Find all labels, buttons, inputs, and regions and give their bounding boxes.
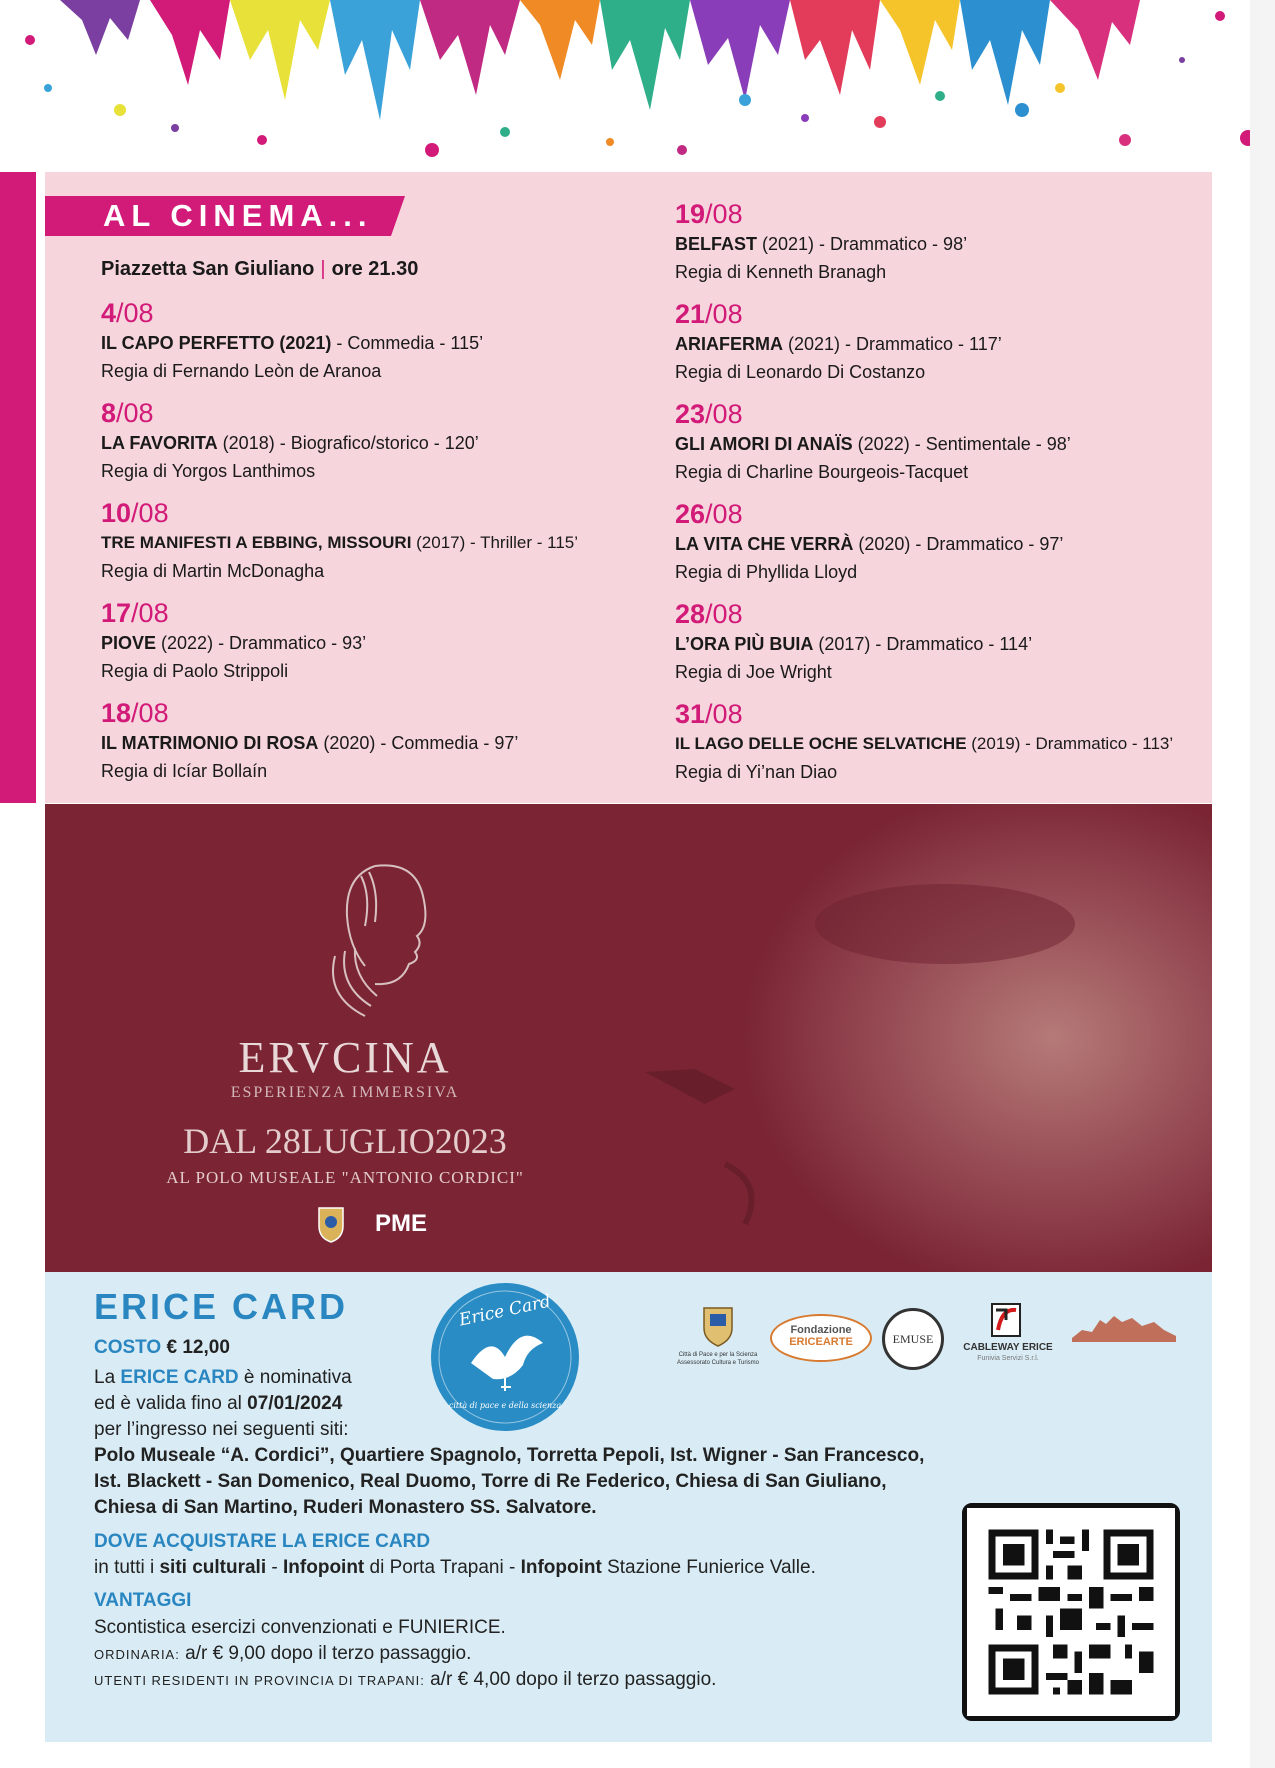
film-title-line: LA VITA CHE VERRÀ (2020) - Drammatico - 97’ [675,534,1064,554]
cableway-label: CABLEWAY ERICE [963,1342,1053,1353]
buy-text: in tutti i siti culturali - Infopoint di Porta Trapani - Infopoint Stazione Funierice Valle. [94,1557,816,1578]
film-title-line: L’ORA PIÙ BUIA (2017) - Drammatico - 114’ [675,634,1033,654]
cost-value: € 12,00 [166,1337,230,1358]
card-sites-2: Ist. Blackett - San Domenico, Real Duomo, Torre di Re Federico, Chiesa di San Giuliano, [94,1471,887,1492]
page-edge [1250,0,1275,1768]
film-date: 18/08 [101,698,169,728]
city-crest-icon [315,1204,347,1244]
film-title-line: BELFAST (2021) - Drammatico - 98’ [675,234,968,254]
film-date: 19/08 [675,199,743,229]
polo-museale-logo [375,1204,428,1244]
advantages-line-1: Scontistica esercizi convenzionati e FUNIERICE. [94,1617,506,1638]
venue-time: ore 21.30 [331,258,419,280]
film-date: 10/08 [101,498,169,528]
film-title-line: IL LAGO DELLE OCHE SELVATICHE (2019) - Drammatico - 113’ [675,734,1174,753]
film-title-line: LA FAVORITA (2018) - Biografico/storico - 120’ [101,433,479,453]
cableway-sublabel: Funivia Servizi S.r.l. [977,1355,1039,1362]
cost-label: COSTO [94,1337,162,1358]
ervcina-place: AL POLO MUSEALE "ANTONIO CORDICI" [166,1168,524,1187]
film-list-right [675,198,1215,798]
ericearte-label: ERICEARTE [789,1336,853,1348]
film-entry [101,397,641,497]
paint-splatter-header [0,0,1275,165]
ervcina-banner [45,804,1212,1272]
film-entry [101,597,641,697]
cableway-icon [990,1302,1022,1338]
qr-code[interactable] [962,1503,1180,1721]
city-caption-2: Assessorato Cultura e Turismo [676,1360,760,1366]
film-director: Regia di Kenneth Branagh [675,262,887,282]
venue-separator: | [320,258,326,280]
polo-museale-logo-text: PME [375,1210,428,1237]
fondazione-label: Fondazione [790,1324,852,1336]
advantages-title: VANTAGGI [94,1590,192,1611]
ervcina-subtitle: ESPERIENZA IMMERSIVA [230,1084,460,1101]
film-title-line: IL CAPO PERFETTO (2021) - Commedia - 115’ [101,333,484,353]
card-sites-3: Chiesa di San Martino, Ruderi Monastero SS. Salvatore. [94,1497,597,1518]
film-title-line: PIOVE (2022) - Drammatico - 93’ [101,633,367,653]
ervcina-profile-logo [305,856,445,1026]
film-director: Regia di Yorgos Lanthimos [101,461,316,481]
film-date: 23/08 [675,399,743,429]
advantages-line-2: ORDINARIA: a/r € 9,00 dopo il terzo passaggio. [94,1643,472,1664]
film-director: Regia di Paolo Strippoli [101,661,289,681]
film-entry [675,698,1215,798]
film-date: 21/08 [675,299,743,329]
card-line-2: ed è valida fino al 07/01/2024 [94,1393,343,1414]
film-list-left [101,297,641,797]
card-cost [94,1335,230,1361]
castle-skyline-icon [1072,1310,1176,1342]
fondazione-ericearte-logo [770,1314,872,1362]
film-director: Regia di Martin McDonagha [101,561,325,581]
film-date: 4/08 [101,298,154,328]
film-entry [675,598,1215,698]
ervcina-title: ERVCINA [238,1033,452,1082]
film-entry [675,198,1215,298]
film-director: Regia di Phyllida Lloyd [675,562,858,582]
film-director: Regia di Leonardo Di Costanzo [675,362,926,382]
film-director: Regia di Fernando Leòn de Aranoa [101,361,382,381]
film-date: 8/08 [101,398,154,428]
film-title-line: GLI AMORI DI ANAÏS (2022) - Sentimentale - 98’ [675,434,1071,454]
film-director: Regia di Joe Wright [675,662,832,682]
film-director: Regia di Icíar Bollaín [101,761,268,781]
musei-logo [882,1308,944,1370]
badge-title: Erice Card [457,1291,553,1331]
buy-title: DOVE ACQUISTARE LA ERICE CARD [94,1531,431,1552]
ervcina-date: DAL 28LUGLIO2023 [183,1121,507,1161]
musei-label: EMUSE [892,1332,934,1346]
film-title-line: ARIAFERMA (2021) - Drammatico - 117’ [675,334,1002,354]
card-sites-1: Polo Museale “A. Cordici”, Quartiere Spagnolo, Torretta Pepoli, Ist. Wigner - San Francesco, [94,1445,925,1466]
card-line-3: per l’ingresso nei seguenti siti: [94,1419,349,1440]
accent-side-bar [0,172,36,803]
film-date: 17/08 [101,598,169,628]
city-crest-icon [700,1304,736,1348]
film-entry [101,497,641,597]
cinema-title: AL CINEMA... [103,198,373,233]
advantages-line-3: UTENTI RESIDENTI IN PROVINCIA DI TRAPANI: a/r € 4,00 dopo il terzo passaggio. [94,1669,717,1690]
film-entry [101,297,641,397]
film-title-line: IL MATRIMONIO DI ROSA (2020) - Commedia - 97’ [101,733,519,753]
card-line-1: La ERICE CARD è nominativa [94,1367,352,1388]
venue-name: Piazzetta San Giuliano [101,258,315,280]
erice-card-title: ERICE CARD [94,1286,349,1327]
film-entry [675,398,1215,498]
film-director: Regia di Yi’nan Diao [675,762,838,782]
film-entry [101,697,641,797]
film-title-line: TRE MANIFESTI A EBBING, MISSOURI (2017) - Thriller - 115’ [101,533,579,552]
qr-code-pattern [967,1508,1175,1716]
cinema-venue [101,258,418,281]
city-caption-1: Città di Pace e per la Scienza [678,1352,758,1358]
badge-subtitle: città di pace e della scienza [448,1401,562,1410]
film-date: 28/08 [675,599,743,629]
film-date: 26/08 [675,499,743,529]
film-director: Regia di Charline Bourgeois-Tacquet [675,462,969,482]
film-entry [675,298,1215,398]
cinema-header [45,196,405,236]
film-date: 31/08 [675,699,743,729]
erice-card-badge [431,1283,579,1431]
film-entry [675,498,1215,598]
